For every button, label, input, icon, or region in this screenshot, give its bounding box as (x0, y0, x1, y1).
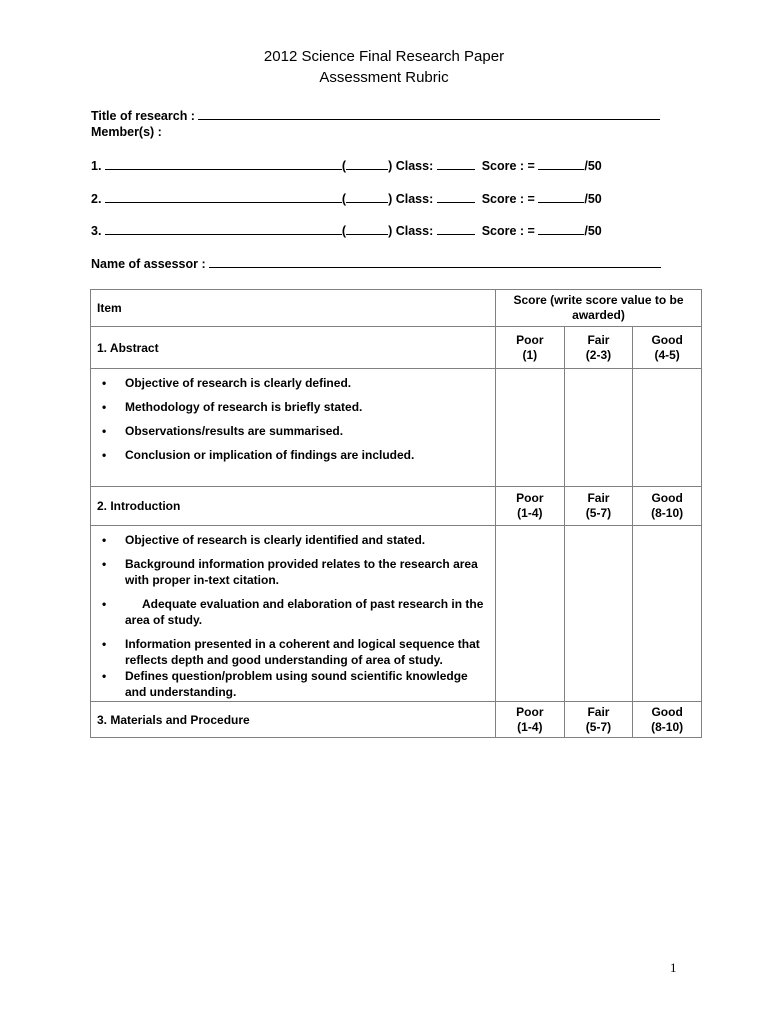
score-cell-poor[interactable] (496, 526, 565, 702)
bullet-icon: • (102, 597, 107, 611)
score-cell-fair[interactable] (564, 526, 633, 702)
criteria-cell (91, 526, 496, 702)
member-name-blank[interactable] (105, 190, 342, 203)
member-name-blank[interactable] (105, 222, 342, 235)
section-row-introduction (91, 487, 702, 526)
item-header: Item (91, 290, 496, 327)
member-number: 1. (91, 159, 102, 173)
class-blank[interactable] (437, 222, 475, 235)
assessor-blank[interactable] (209, 255, 661, 268)
level-good: Good (8-10) (633, 702, 702, 738)
list-item: • Observations/results are summarised. (102, 424, 344, 438)
member-row-3: 3. ( ) Class: Score : = /50 (91, 224, 602, 238)
list-item: • Methodology of research is briefly stated. (102, 400, 363, 414)
level-poor: Poor (1-4) (496, 487, 565, 526)
members-label: Member(s) : (91, 125, 162, 139)
list-item: • Objective of research is clearly identified and stated. (102, 533, 426, 547)
class-blank[interactable] (437, 157, 475, 170)
title-of-research-blank[interactable] (198, 107, 660, 120)
score-label: Score : = (481, 224, 535, 238)
section-row-materials (91, 702, 702, 738)
member-number: 3. (91, 224, 102, 238)
member-index-blank[interactable] (346, 157, 388, 170)
level-fair: Fair (2-3) (564, 327, 633, 369)
level-poor: Poor (1) (496, 327, 565, 369)
score-cell-poor[interactable] (496, 369, 565, 487)
bullet-icon: • (102, 400, 107, 414)
class-label: Class: (395, 224, 434, 238)
bullet-icon: • (102, 376, 107, 390)
score-out-of: /50 (584, 159, 602, 173)
assessor-row (91, 255, 661, 271)
section-row-abstract (91, 327, 702, 369)
level-fair: Fair (5-7) (564, 487, 633, 526)
score-cell-good[interactable] (633, 369, 702, 487)
bullet-icon: • (102, 557, 107, 571)
title-of-research-row (91, 107, 660, 123)
section-name: 3. Materials and Procedure (91, 702, 496, 738)
member-name-blank[interactable] (105, 157, 342, 170)
section-name: 1. Abstract (91, 327, 496, 369)
score-header: Score (write score value to be awarded) (496, 290, 702, 327)
rubric-table (90, 289, 702, 738)
score-cell-fair[interactable] (564, 369, 633, 487)
members-row (91, 125, 162, 139)
score-out-of: /50 (584, 192, 602, 206)
document-title: 2012 Science Final Research Paper (263, 48, 505, 65)
table-header-row (91, 290, 702, 327)
member-index-blank[interactable] (346, 190, 388, 203)
criteria-row-abstract (91, 369, 702, 487)
list-item: • Adequate evaluation and elaboration of past research in the area of study. (102, 597, 484, 627)
bullet-icon: • (102, 424, 107, 438)
list-item: • Conclusion or implication of findings are included. (102, 448, 415, 462)
class-label: Class: (395, 192, 434, 206)
level-fair: Fair (5-7) (564, 702, 633, 738)
level-poor: Poor (1-4) (496, 702, 565, 738)
level-good: Good (8-10) (633, 487, 702, 526)
list-item: • Information presented in a coherent and logical sequence that reflects depth and good understanding of area of study. (102, 637, 480, 667)
score-label: Score : = (481, 192, 535, 206)
score-blank[interactable] (538, 222, 584, 235)
class-label: Class: (395, 159, 434, 173)
bullet-icon: • (102, 533, 107, 547)
score-cell-good[interactable] (633, 526, 702, 702)
score-out-of: /50 (584, 224, 602, 238)
member-number: 2. (91, 192, 102, 206)
bullet-icon: • (102, 637, 107, 651)
member-row-1: 1. ( ) Class: Score : = /50 (91, 159, 602, 173)
document-subtitle: Assessment Rubric (319, 69, 449, 86)
class-blank[interactable] (437, 190, 475, 203)
criteria-cell (91, 369, 496, 487)
title-of-research-label: Title of research : (91, 109, 195, 123)
score-blank[interactable] (538, 157, 584, 170)
score-blank[interactable] (538, 190, 584, 203)
page-number: 1 (670, 960, 677, 975)
bullet-icon: • (102, 669, 107, 683)
criteria-row-introduction (91, 526, 702, 702)
bullet-icon: • (102, 448, 107, 462)
member-row-2: 2. ( ) Class: Score : = /50 (91, 192, 602, 206)
member-index-blank[interactable] (346, 222, 388, 235)
section-name: 2. Introduction (91, 487, 496, 526)
list-item: • Background information provided relates to the research area with proper in-text citation. (102, 557, 478, 587)
list-item: • Objective of research is clearly defined. (102, 376, 352, 390)
score-label: Score : = (481, 159, 535, 173)
list-item: • Defines question/problem using sound scientific knowledge and understanding. (102, 669, 468, 699)
level-good: Good (4-5) (633, 327, 702, 369)
assessor-label: Name of assessor : (91, 257, 206, 271)
